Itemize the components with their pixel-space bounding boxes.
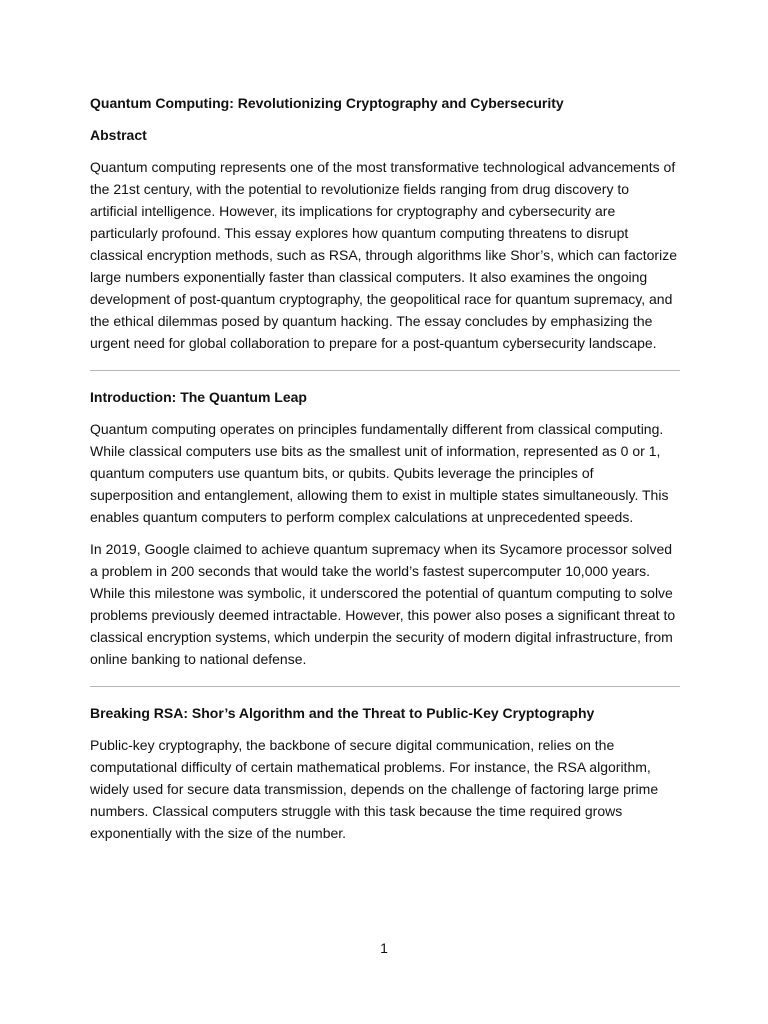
section-divider: [90, 370, 680, 371]
abstract-heading: Abstract: [90, 127, 147, 143]
abstract-paragraph: Quantum computing represents one of the most transformative technological advancements of the 21st century, with the potential to revolutionize fields ranging from drug discovery to artificial intelligence. However, its implications for cryptography and cybersecurity are particularly profound. This essay explores how quantum computing threatens to disrupt classical encryption methods, such as RSA, through algorithms like Shor’s, which can factorize large numbers exponentially faster than classical computers. It also examines the ongoing development of post-quantum cryptography, the geopolitical race for quantum supremacy, and the ethical dilemmas posed by quantum hacking. The essay concludes by emphasizing the urgent need for global collaboration to prepare for a post-quantum cybersecurity landscape.: [90, 159, 677, 351]
breaking-rsa-section: [90, 703, 680, 844]
document-page: [90, 93, 680, 854]
page-number: 1: [380, 940, 388, 956]
document-title: Quantum Computing: Revolutionizing Cryptography and Cybersecurity: [90, 95, 564, 111]
breaking-rsa-heading: Breaking RSA: Shor’s Algorithm and the Threat to Public-Key Cryptography: [90, 705, 595, 721]
introduction-heading: Introduction: The Quantum Leap: [90, 389, 307, 405]
abstract-section: [90, 125, 680, 354]
section-divider: [90, 686, 680, 687]
introduction-section: [90, 387, 680, 670]
introduction-paragraph-1: Quantum computing operates on principles fundamentally different from classical computing. While classical computers use bits as the smallest unit of information, represented as 0 or 1, quantum computers use quantum bits, or qubits. Qubits leverage the principles of superposition and entanglement, allowing them to exist in multiple states simultaneously. This enables quantum computers to perform complex calculations at unprecedented speeds.: [90, 421, 669, 525]
breaking-rsa-paragraph-1: Public-key cryptography, the backbone of secure digital communication, relies on the computational difficulty of certain mathematical problems. For instance, the RSA algorithm, widely used for secure data transmission, depends on the challenge of factoring large prime numbers. Classical computers struggle with this task because the time required grows exponentially with the size of the number.: [90, 737, 659, 841]
introduction-paragraph-2: In 2019, Google claimed to achieve quantum supremacy when its Sycamore processor solved a problem in 200 seconds that would take the world’s fastest supercomputer 10,000 years. While this milestone was symbolic, it underscored the potential of quantum computing to solve problems previously deemed intractable. However, this power also poses a significant threat to classical encryption systems, which underpin the security of modern digital infrastructure, from online banking to national defense.: [90, 541, 676, 667]
